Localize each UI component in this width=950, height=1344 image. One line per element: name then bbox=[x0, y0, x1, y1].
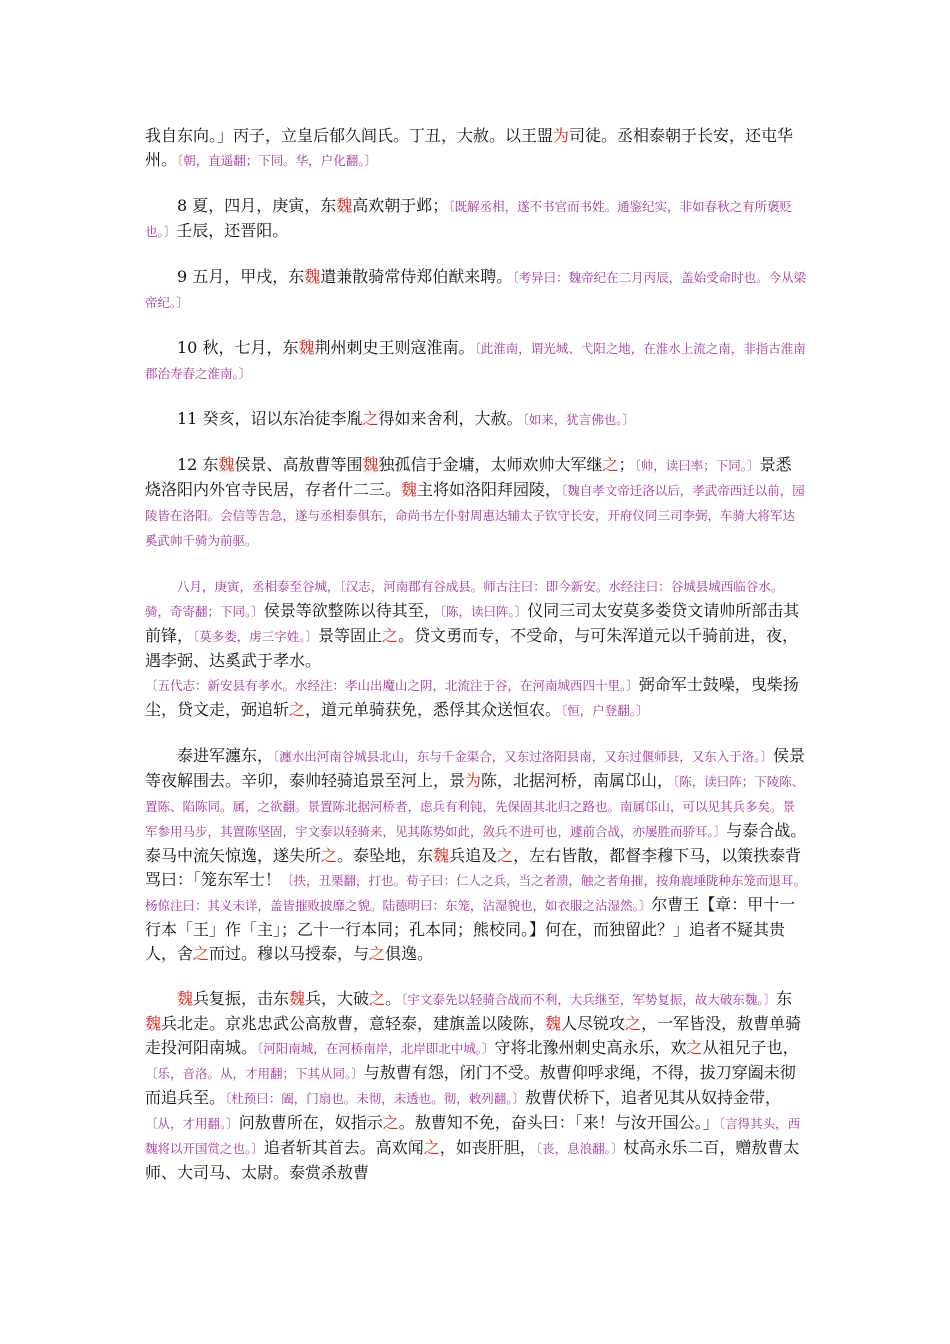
body-text: 得如来舍利，大赦。 bbox=[378, 409, 523, 428]
commentary-text: 〔言得其头，西魏将以开国赏之也。〕 bbox=[145, 1116, 801, 1156]
commentary-text: 〔五代志：新安县有孝水。水经注：孝山出魔山之阴，北流注于谷，在河南城西四十里。〕 bbox=[145, 678, 639, 693]
body-text: 9 五月，甲戌，东 bbox=[177, 267, 305, 286]
body-text: 而过。穆以马授泰，与 bbox=[209, 944, 370, 963]
commentary-text: 〔陈，读曰阵。〕 bbox=[439, 604, 528, 619]
commentary-text: 〔丧，息浪翻。〕 bbox=[535, 1141, 624, 1156]
body-text: 兵北走。京兆忠武公高敖曹，意轻泰，建旗盖以陵陈， bbox=[161, 1014, 546, 1033]
commentary-text: 〔汉志，河南郡有谷成县。师古注曰：即今新安。水经注曰：谷城县城西临谷水。骑，奇寄翻；下同。〕 bbox=[145, 579, 784, 619]
body-text: 侯景等欲整陈以待其至， bbox=[263, 601, 440, 620]
body-text: 。敖曹知不免，奋头曰：「来！与汝开国公。」 bbox=[398, 1113, 719, 1132]
body-text: 问敖曹所在，奴指示 bbox=[238, 1113, 383, 1132]
commentary-text: 〔莫多娄，虏三字姓。〕 bbox=[193, 629, 319, 644]
commentary-text: 〔魏自孝文帝迁洛以后，孝武帝西迁以前，园陵皆在洛阳。会信等告急，遂与丞相泰俱东，命尚书左仆射周惠达辅太子钦守长安，开府仪同三司李弼，车骑大将军达奚武帅千骑为前驱。 bbox=[145, 483, 805, 548]
highlighted-char: 之 bbox=[423, 1138, 440, 1157]
body-text: 兵追及 bbox=[449, 846, 498, 865]
body-text: 景悉烧洛阳内外官寺民居，存者什二三。 bbox=[145, 455, 792, 499]
body-text: 仪同三司太安莫多娄贷文请帅所部击其前锋， bbox=[145, 601, 800, 645]
highlighted-char: 魏 bbox=[545, 1014, 562, 1033]
paragraph bbox=[145, 744, 807, 966]
highlighted-char: 魏 bbox=[401, 480, 418, 499]
highlighted-char: 之 bbox=[362, 409, 379, 428]
body-text: 守将北豫州刺史高永乐，欢 bbox=[494, 1038, 687, 1057]
commentary-text: 〔如来，犹言佛也。〕 bbox=[522, 412, 635, 427]
highlighted-char: 之 bbox=[497, 846, 514, 865]
body-text: 遣兼散骑常侍郑伯猷来聘。 bbox=[320, 267, 513, 286]
paragraph bbox=[145, 407, 807, 432]
body-text: 主将如洛阳拜园陵， bbox=[417, 480, 562, 499]
body-text: 侯景等夜解围去。辛卯，泰帅轻骑追景至河上，景 bbox=[145, 746, 806, 790]
body-text: ，道元单骑获免，悉俘其众送恒农。 bbox=[305, 700, 562, 719]
commentary-text: 〔帅，读曰率；下同。〕 bbox=[634, 458, 760, 473]
body-text: 景等固止 bbox=[318, 626, 383, 645]
body-text: 俱逸。 bbox=[385, 944, 434, 963]
body-text: 。贷文勇而专，不受命，与可朱浑道元以千骑前进，夜，遇李弼、达奚武于孝水。 bbox=[145, 626, 799, 670]
paragraph bbox=[145, 987, 807, 1185]
body-text: 与泰合战。泰马中流矢惊逸，遂失所 bbox=[145, 821, 807, 865]
body-text: 12 东 bbox=[177, 455, 219, 474]
body-text: 尔曹王【章：甲十一行本「王」作「主」；乙十一行本同；孔本同；熊校同。】何在，而独留此？」追者不疑其贵人，舍 bbox=[145, 895, 796, 963]
body-text: 独孤信于金墉，太师欢帅大军继 bbox=[378, 455, 603, 474]
commentary-text: 〔此淮南，谓光城、弋阳之地，在淮水上流之南，非指古淮南郡治寿春之淮南。〕 bbox=[145, 341, 806, 381]
body-text: 追者斩其首去。高欢闻 bbox=[263, 1138, 424, 1157]
highlighted-char: 之 bbox=[382, 1113, 399, 1132]
highlighted-char: 魏 bbox=[177, 989, 194, 1008]
commentary-text: 〔考异曰：魏帝纪在二月丙辰，盖始受命时也。今从梁帝纪。〕 bbox=[145, 270, 807, 310]
highlighted-char: 为 bbox=[465, 771, 482, 790]
body-text: 8 夏，四月，庚寅，东 bbox=[177, 196, 337, 215]
body-text: 东 bbox=[776, 989, 793, 1008]
body-text: 壬辰，还晋阳。 bbox=[176, 221, 289, 240]
highlighted-char: 之 bbox=[369, 944, 386, 963]
body-text: ； bbox=[618, 455, 635, 474]
body-text: 。泰坠地，东 bbox=[337, 846, 434, 865]
commentary-text: 〔抶，丑栗翻，打也。荀子曰：仁人之兵，当之者溃，触之者角摧，按角鹿埵陇种东笼而退耳。杨倞注曰：其义未详，盖皆摧败披靡之貌。陆德明曰：东笼，沾湿貌也，如衣服之沾湿然。〕 bbox=[145, 873, 807, 913]
body-text: 从祖兄子也， bbox=[702, 1038, 799, 1057]
highlighted-char: 魏 bbox=[298, 338, 315, 357]
body-text: 荆州刺史王则寇淮南。 bbox=[314, 338, 475, 357]
highlighted-char: 魏 bbox=[145, 1014, 162, 1033]
commentary-text: 八月，庚寅，丞相泰至谷城， bbox=[177, 579, 340, 594]
body-text: 兵复振，击东 bbox=[193, 989, 290, 1008]
highlighted-char: 魏 bbox=[336, 196, 353, 215]
highlighted-char: 之 bbox=[602, 455, 619, 474]
body-text: ，左右皆散，都督李穆下马，以策抶泰背骂曰：「笼东军士！ bbox=[145, 846, 802, 889]
body-text: 杖高永乐二百，赠敖曹太师、大司马、太尉。泰赏杀敖曹 bbox=[145, 1138, 800, 1182]
body-text: 弼命军士鼓噪，曳柴扬尘，贷文走，弼追斩 bbox=[145, 675, 799, 719]
body-text: 司徒。丞相泰朝于长安，还屯华州。 bbox=[145, 126, 794, 169]
commentary-text: 〔瀍水出河南谷城县北山，东与千金渠合，又东过洛阳县南，又东过偃师县，又东入于洛。〕 bbox=[273, 749, 774, 764]
body-text: 陈，北据河桥，南属邙山， bbox=[481, 771, 674, 790]
paragraph bbox=[145, 336, 807, 386]
body-text: 敖曹伏桥下，追者见其从奴持金带， bbox=[525, 1088, 782, 1107]
paragraph bbox=[145, 453, 807, 553]
body-text: 泰进军瀍东， bbox=[177, 746, 274, 765]
highlighted-char: 之 bbox=[193, 944, 210, 963]
body-text: 。 bbox=[385, 989, 402, 1008]
body-text: ，如丧肝胆， bbox=[439, 1138, 536, 1157]
commentary-text: 〔恒，户登翻。〕 bbox=[561, 703, 649, 718]
paragraph bbox=[145, 194, 807, 244]
body-text: 人尽锐攻 bbox=[561, 1014, 626, 1033]
commentary-text: 〔乐，音洛。从，才用翻；下其从同。〕 bbox=[145, 1066, 364, 1081]
highlighted-char: 之 bbox=[382, 626, 399, 645]
body-text: 10 秋，七月，东 bbox=[177, 338, 299, 357]
paragraph bbox=[145, 265, 807, 315]
highlighted-char: 之 bbox=[369, 989, 386, 1008]
commentary-text: 〔宇文泰先以轻骑合战而不利，大兵继至，军势复振，故大破东魏。〕 bbox=[401, 992, 777, 1007]
commentary-text: 〔杜预曰：阖，门扇也。未彻，未透也。彻，敕列翻。〕 bbox=[225, 1091, 526, 1106]
body-text: 侯景、高敖曹等围 bbox=[234, 455, 363, 474]
commentary-text: 〔既解丞相，遂不书官而书姓。通鉴纪实，非如春秋之有所褒贬也。〕 bbox=[145, 199, 793, 239]
highlighted-char: 魏 bbox=[289, 989, 306, 1008]
commentary-text: 〔河阳南城，在河桥南岸，北岸即北中城。〕 bbox=[257, 1041, 495, 1056]
highlighted-char: 之 bbox=[625, 1014, 642, 1033]
body-text: 11 癸亥，诏以东冶徒李胤 bbox=[177, 409, 363, 428]
body-text: 与敖曹有怨，闭门不受。敖曹仰呼求绳，不得，拔刀穿阖未彻而追兵至。 bbox=[145, 1063, 796, 1107]
body-text: ，一军皆没，敖曹单骑走投河阳南城。 bbox=[145, 1014, 802, 1057]
commentary-text: 〔陈，读曰阵；下陵陈、置陈、陷陈同。属，之欲翻。景置陈北据河桥者，虑兵有利钝，先保固其北归之路也。南属邙山，可以见其兵多矣。景军参用马步，其置陈坚固，宇文泰以轻骑来，见其陈势如此，敛兵不进可也，遽前合战，亦屡胜而骄耳。〕 bbox=[145, 774, 805, 839]
commentary-text: 〔朝，直遥翻；下同。华，户化翻。〕 bbox=[177, 153, 378, 168]
document-page bbox=[145, 124, 807, 1206]
body-text: 我自东向。」丙子，立皇后郁久闾氏。丁丑，大赦。以王盟 bbox=[145, 126, 554, 145]
paragraph bbox=[145, 574, 807, 723]
highlighted-char: 为 bbox=[553, 126, 570, 145]
highlighted-char: 之 bbox=[686, 1038, 703, 1057]
highlighted-char: 魏 bbox=[362, 455, 379, 474]
body-text: 高欢朝于邺； bbox=[352, 196, 449, 215]
highlighted-char: 之 bbox=[289, 700, 306, 719]
commentary-text: 〔从，才用翻。〕 bbox=[145, 1116, 239, 1131]
highlighted-char: 魏 bbox=[218, 455, 235, 474]
paragraph bbox=[145, 124, 807, 173]
highlighted-char: 之 bbox=[321, 846, 338, 865]
highlighted-char: 魏 bbox=[433, 846, 450, 865]
highlighted-char: 魏 bbox=[304, 267, 321, 286]
body-text: 兵，大破 bbox=[305, 989, 370, 1008]
